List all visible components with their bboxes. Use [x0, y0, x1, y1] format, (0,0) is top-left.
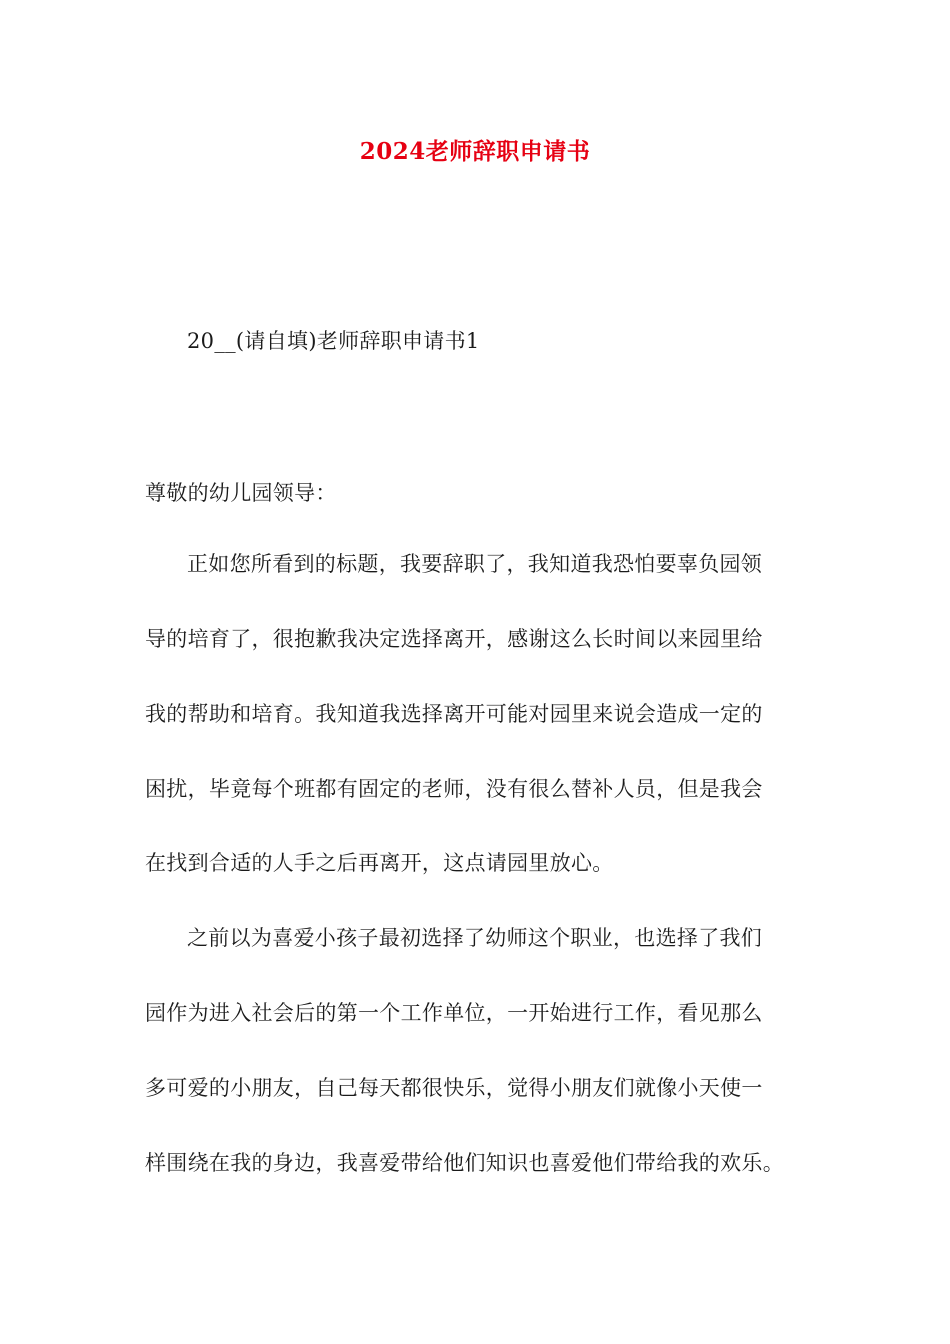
paragraph-line: 导的培育了，很抱歉我决定选择离开，感谢这么长时间以来园里给	[145, 627, 763, 651]
paragraph-line: 样围绕在我的身边，我喜爱带给他们知识也喜爱他们带给我的欢乐。	[145, 1151, 784, 1175]
paragraph-line: 园作为进入社会后的第一个工作单位，一开始进行工作，看见那么	[145, 1001, 763, 1025]
paragraph-line: 困扰，毕竟每个班都有固定的老师，没有很么替补人员，但是我会	[145, 777, 763, 801]
paragraph-line: 之前以为喜爱小孩子最初选择了幼师这个职业，也选择了我们	[187, 926, 763, 950]
paragraph-line: 多可爱的小朋友，自己每天都很快乐，觉得小朋友们就像小天使一	[145, 1076, 763, 1100]
salutation: 尊敬的幼儿园领导：	[145, 481, 337, 505]
paragraph-line: 正如您所看到的标题，我要辞职了，我知道我恐怕要辜负园领	[187, 552, 763, 576]
paragraph-line: 我的帮助和培育。我知道我选择离开可能对园里来说会造成一定的	[145, 702, 763, 726]
document-subtitle: 20__(请自填)老师辞职申请书1	[187, 329, 480, 353]
paragraph-line: 在找到合适的人手之后再离开，这点请园里放心。	[145, 851, 614, 875]
document-title: 2024老师辞职申请书	[359, 138, 591, 165]
